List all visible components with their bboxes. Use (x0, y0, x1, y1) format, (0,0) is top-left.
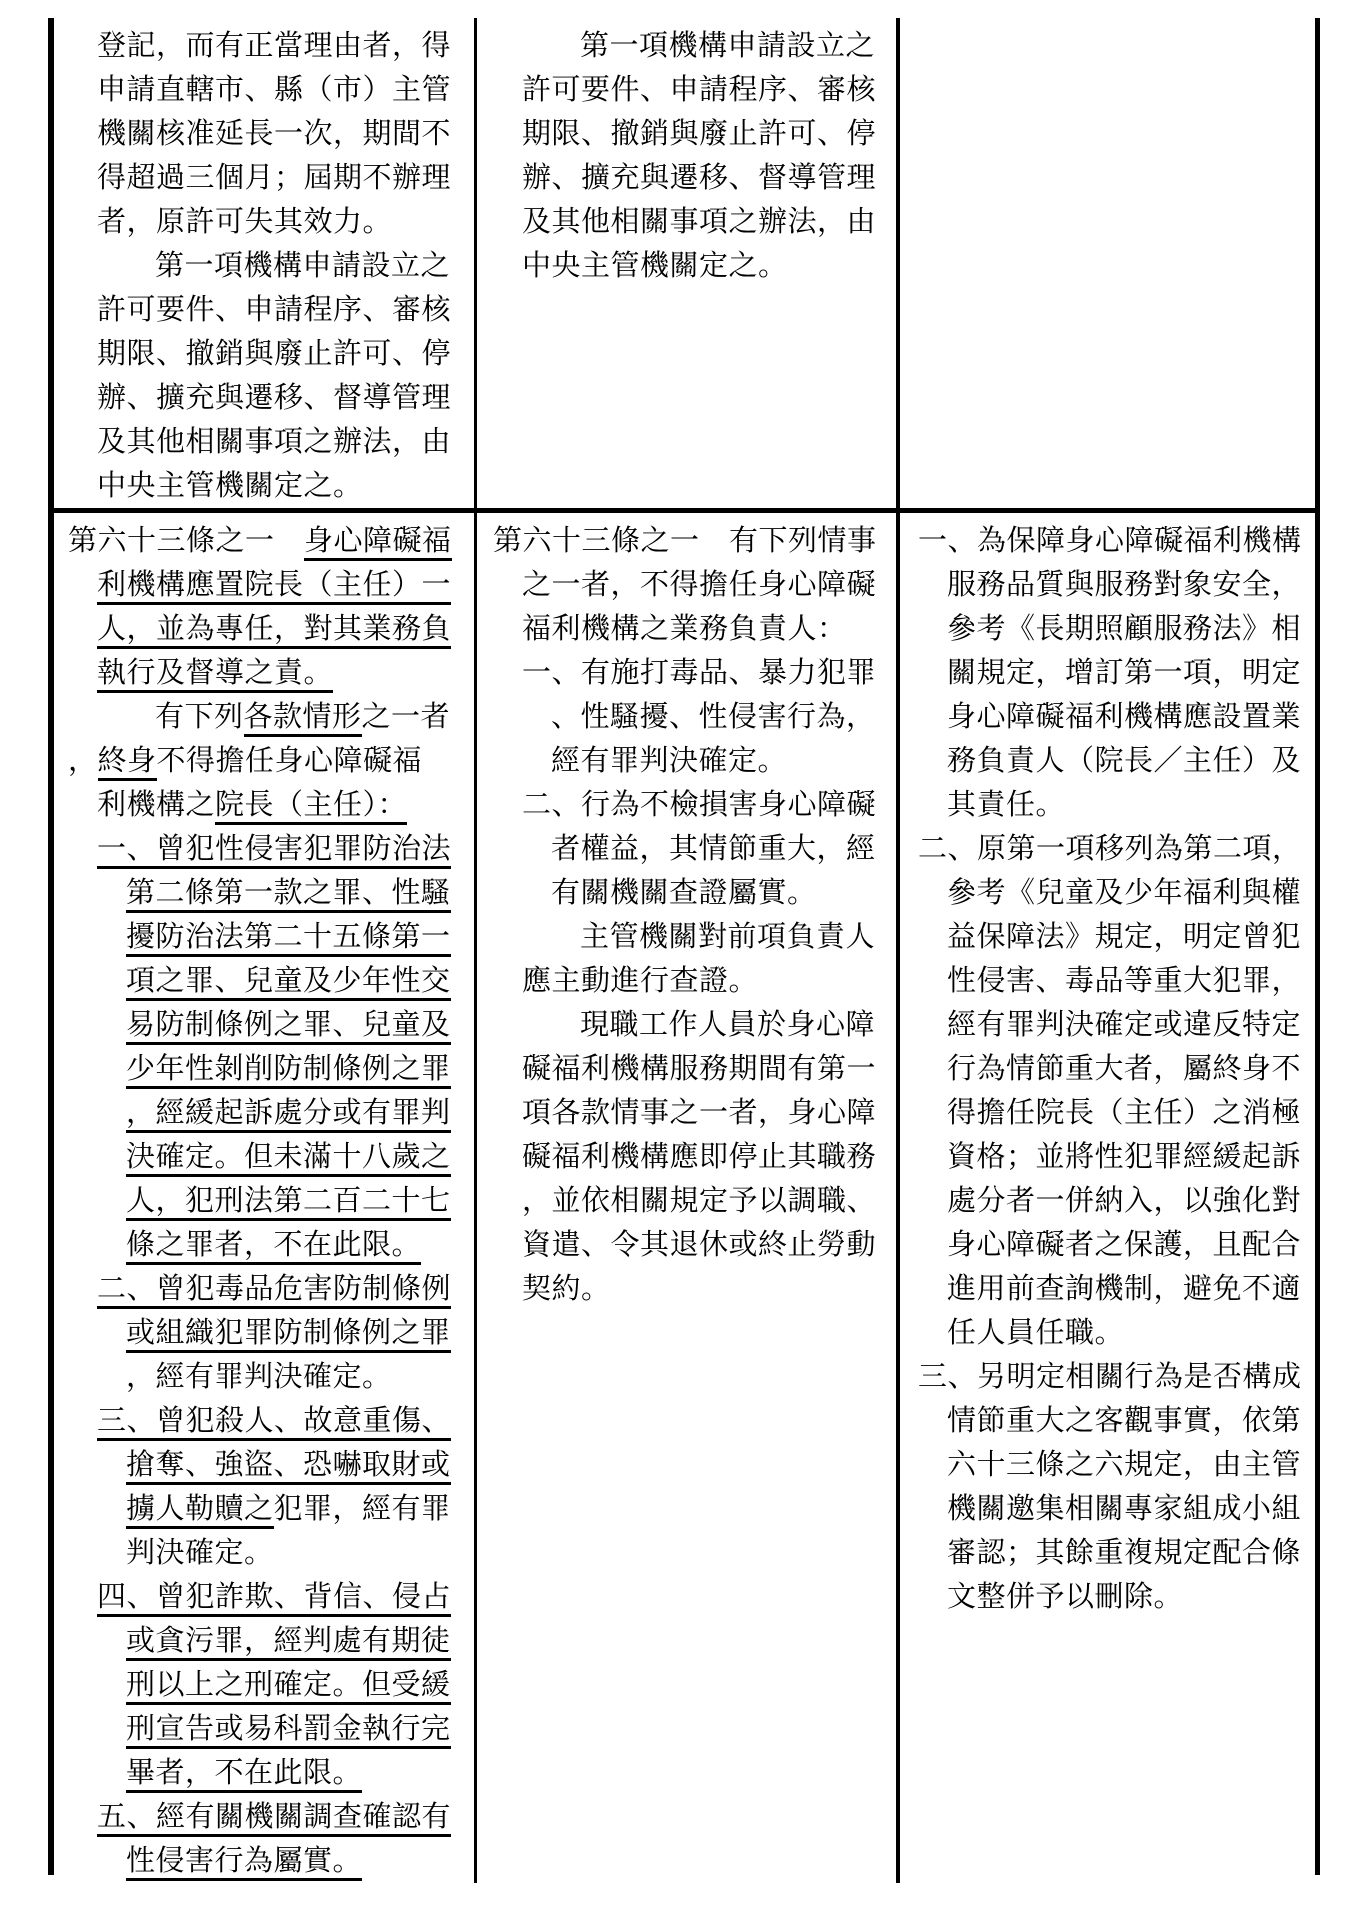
text-line (68, 24, 466, 68)
text-line (918, 783, 1307, 827)
inserted-underlined-text: 畢者，不在此限。 (126, 1757, 362, 1793)
inserted-underlined-text: 一、曾犯性侵害犯罪防治法 (97, 833, 451, 869)
text-segment: 身心障礙福利機構應設置業 (947, 701, 1302, 733)
text-segment: 利機構之 (97, 789, 216, 821)
inserted-underlined-text: 四、曾犯詐欺、背信、侵占 (97, 1581, 451, 1617)
text-segment: 中央主管機關定之。 (522, 250, 788, 282)
text-segment: 有關機關查證屬實。 (551, 877, 817, 909)
text-line (493, 827, 888, 871)
inserted-underlined-text: 三、曾犯殺人、故意重傷、 (97, 1405, 451, 1441)
inserted-underlined-text: 各款情形 (244, 701, 362, 737)
text-segment: 礙福利機構應即停止其職務 (522, 1141, 877, 1173)
text-segment: 第一項機構申請設立之 (580, 30, 876, 62)
inserted-underlined-text: 易防制條例之罪、兒童及 (126, 1009, 451, 1045)
text-segment: 者權益，其情節重大，經 (551, 833, 876, 865)
text-line (68, 420, 466, 464)
text-segment: 三、另明定相關行為是否構成 (918, 1361, 1302, 1393)
text-line (918, 651, 1307, 695)
inserted-underlined-text: 性侵害行為屬實。 (126, 1845, 362, 1881)
text-segment: 之一者，不得擔任身心障礙 (522, 569, 877, 601)
text-line (493, 156, 888, 200)
text-line (493, 1091, 888, 1135)
text-line (493, 871, 888, 915)
inserted-underlined-text: 利機構應置院長（主任）一 (97, 569, 451, 605)
text-line (918, 1311, 1307, 1355)
text-segment: 二、行為不檢損害身心障礙 (522, 789, 877, 821)
text-segment: 服務品質與服務對象安全， (947, 569, 1302, 601)
text-segment: 資格；並將性犯罪經緩起訴 (947, 1141, 1302, 1173)
text-segment: 性侵害、毒品等重大犯罪， (947, 965, 1302, 997)
text-segment: 主管機關對前項負責人 (580, 921, 876, 953)
text-line (918, 827, 1307, 871)
text-segment: 、性騷擾、性侵害行為， (551, 701, 876, 733)
text-line (918, 1531, 1307, 1575)
text-segment: 之一者 (361, 701, 451, 733)
text-line (68, 1267, 466, 1311)
text-line (493, 244, 888, 288)
text-line (918, 1047, 1307, 1091)
text-line (493, 24, 888, 68)
text-line (918, 1003, 1307, 1047)
text-line (68, 464, 466, 508)
text-line (918, 959, 1307, 1003)
inserted-underlined-text: 少年性剝削防制條例之罪 (126, 1053, 451, 1089)
text-line (918, 1443, 1307, 1487)
text-line (493, 1047, 888, 1091)
text-segment: 參考《長期照顧服務法》相 (947, 613, 1302, 645)
text-segment: 益保障法》規定，明定曾犯 (947, 921, 1302, 953)
text-segment: 判決確定。 (126, 1537, 274, 1569)
inserted-underlined-text: 身心障礙福 (304, 525, 452, 561)
text-line (918, 1091, 1307, 1135)
text-segment: 第六十三條之一 (68, 525, 305, 557)
text-segment: 應主動進行查證。 (522, 965, 759, 997)
text-line (493, 519, 888, 563)
text-segment: 期限、撤銷與廢止許可、停 (97, 338, 452, 370)
text-line (68, 519, 466, 563)
text-segment: 行為情節重大者，屬終身不 (947, 1053, 1302, 1085)
inserted-underlined-text: 刑以上之刑確定。但受緩 (126, 1669, 451, 1705)
text-line (918, 1355, 1307, 1399)
text-segment: 辦、擴充與遷移、督導管理 (522, 162, 877, 194)
text-line (68, 1047, 466, 1091)
text-line (68, 739, 466, 783)
text-segment: 現職工作人員於身心障 (580, 1009, 876, 1041)
text-line (918, 1399, 1307, 1443)
inserted-underlined-text: 項之罪、兒童及少年性交 (126, 965, 451, 1001)
text-line (68, 1091, 466, 1135)
text-segment: 進用前查詢機制，避免不適 (947, 1273, 1302, 1305)
text-line (68, 1399, 466, 1443)
text-segment: 犯罪，經有罪 (273, 1493, 451, 1525)
text-line (918, 915, 1307, 959)
text-line (493, 68, 888, 112)
text-segment: 二、原第一項移列為第二項， (918, 833, 1302, 865)
text-segment: 身心障礙者之保護，且配合 (947, 1229, 1302, 1261)
text-line (918, 1575, 1307, 1619)
text-line (68, 376, 466, 420)
text-line (493, 695, 888, 739)
inserted-underlined-text: 五、經有關機關調查確認有 (97, 1801, 451, 1837)
text-line (68, 332, 466, 376)
text-line (493, 783, 888, 827)
explanation-cell (900, 18, 1315, 508)
text-line (68, 1707, 466, 1751)
inserted-underlined-text: 第二條第一款之罪、性騷 (126, 877, 451, 913)
table-row-continued-article (54, 18, 1315, 513)
text-line (918, 695, 1307, 739)
text-segment: 有下列 (155, 701, 244, 733)
text-line (493, 1179, 888, 1223)
text-segment: 許可要件、申請程序、審核 (97, 294, 452, 326)
amended-provision-cell (54, 513, 477, 1883)
text-segment: ，經有罪判決確定。 (126, 1361, 392, 1393)
text-segment: 關規定，增訂第一項，明定 (947, 657, 1302, 689)
text-line (68, 156, 466, 200)
inserted-underlined-text: ，經緩起訴處分或有罪判 (126, 1097, 451, 1133)
inserted-underlined-text: 院長（主任）： (215, 789, 407, 825)
text-line (68, 1487, 466, 1531)
text-segment: 一、為保障身心障礙福利機構 (918, 525, 1302, 557)
text-segment: 得超過三個月；屆期不辦理 (97, 162, 452, 194)
text-line (493, 1223, 888, 1267)
text-line (493, 563, 888, 607)
text-line (68, 651, 466, 695)
text-segment: 情節重大之客觀事實，依第 (947, 1405, 1302, 1437)
text-segment: 礙福利機構服務期間有第一 (522, 1053, 877, 1085)
text-segment: 契約。 (522, 1273, 611, 1305)
text-line (68, 1663, 466, 1707)
inserted-underlined-text: 擾防治法第二十五條第一 (126, 921, 451, 957)
amended-provision-cell (54, 18, 477, 508)
text-line (493, 200, 888, 244)
text-line (918, 739, 1307, 783)
text-line (918, 1223, 1307, 1267)
text-line (493, 651, 888, 695)
text-line (68, 1795, 466, 1839)
text-line (68, 959, 466, 1003)
text-line (493, 112, 888, 156)
text-line (918, 1487, 1307, 1531)
text-segment: 期限、撤銷與廢止許可、停 (522, 118, 877, 150)
text-segment: 任人員任職。 (947, 1317, 1125, 1349)
text-line (68, 1839, 466, 1883)
text-segment: ，並依相關規定予以調職、 (522, 1185, 877, 1217)
text-line (68, 112, 466, 156)
text-segment: ， (68, 745, 98, 777)
text-line (68, 1135, 466, 1179)
text-line (68, 1003, 466, 1047)
table-row-article-63-1 (54, 513, 1315, 1883)
text-line (68, 1531, 466, 1575)
text-line (918, 607, 1307, 651)
explanation-cell (900, 513, 1315, 1883)
text-segment: 機關核准延長一次，期間不 (97, 118, 452, 150)
text-line (918, 871, 1307, 915)
text-line (493, 1267, 888, 1311)
inserted-underlined-text: 人，並為專任，對其業務負 (97, 613, 451, 649)
law-comparison-table (48, 18, 1320, 1875)
text-segment: 參考《兒童及少年福利與權 (947, 877, 1302, 909)
current-provision-cell (477, 18, 900, 508)
text-segment: 辦、擴充與遷移、督導管理 (97, 382, 452, 414)
text-segment: 不得擔任身心障礙福 (156, 745, 423, 777)
inserted-underlined-text: 或組織犯罪防制條例之罪 (126, 1317, 451, 1353)
text-line (68, 915, 466, 959)
text-segment: 登記，而有正當理由者，得 (97, 30, 452, 62)
text-segment: 中央主管機關定之。 (97, 470, 363, 502)
inserted-underlined-text: 條之罪者，不在此限。 (126, 1229, 421, 1265)
text-line (493, 959, 888, 1003)
inserted-underlined-text: 刑宣告或易科罰金執行完 (126, 1713, 451, 1749)
text-segment: 項各款情事之一者，身心障 (522, 1097, 877, 1129)
text-line (918, 1267, 1307, 1311)
text-line (493, 1135, 888, 1179)
text-line (68, 871, 466, 915)
text-line (68, 783, 466, 827)
text-segment: 及其他相關事項之辦法，由 (97, 426, 452, 458)
text-segment: 審認；其餘重複規定配合條 (947, 1537, 1302, 1569)
inserted-underlined-text: 終身 (98, 745, 157, 781)
text-line (68, 1311, 466, 1355)
text-line (918, 1135, 1307, 1179)
inserted-underlined-text: 執行及督導之責。 (97, 657, 333, 693)
text-segment: 福利機構之業務負責人： (522, 613, 847, 645)
text-line (68, 827, 466, 871)
text-segment: 資遣、令其退休或終止勞動 (522, 1229, 877, 1261)
text-line (68, 1575, 466, 1619)
text-segment: 六十三條之六規定，由主管 (947, 1449, 1302, 1481)
text-line (68, 1751, 466, 1795)
current-provision-cell (477, 513, 900, 1883)
text-line (68, 607, 466, 651)
text-line (68, 200, 466, 244)
text-line (68, 68, 466, 112)
inserted-underlined-text: 人，犯刑法第二百二十七 (126, 1185, 451, 1221)
text-segment: 申請直轄市、縣（市）主管 (97, 74, 452, 106)
text-segment: 其責任。 (947, 789, 1066, 821)
text-line (918, 519, 1307, 563)
text-line (68, 244, 466, 288)
text-line (68, 563, 466, 607)
text-line (68, 1355, 466, 1399)
text-line (493, 739, 888, 783)
text-segment: 文整併予以刪除。 (947, 1581, 1184, 1613)
text-segment: 經有罪判決確定。 (551, 745, 788, 777)
text-line (493, 607, 888, 651)
inserted-underlined-text: 二、曾犯毒品危害防制條例 (97, 1273, 451, 1309)
text-segment: 第一項機構申請設立之 (155, 250, 451, 282)
inserted-underlined-text: 搶奪、強盜、恐嚇取財或 (126, 1449, 451, 1485)
text-segment: 第六十三條之一 有下列情事 (493, 525, 877, 557)
text-line (68, 695, 466, 739)
text-segment: 許可要件、申請程序、審核 (522, 74, 877, 106)
text-segment: 機關邀集相關專家組成小組 (947, 1493, 1302, 1525)
text-line (68, 1179, 466, 1223)
text-line (918, 563, 1307, 607)
text-line (68, 1619, 466, 1663)
text-line (493, 1003, 888, 1047)
text-segment: 處分者一併納入，以強化對 (947, 1185, 1302, 1217)
inserted-underlined-text: 擄人勒贖之 (126, 1493, 274, 1529)
text-segment: 得擔任院長（主任）之消極 (947, 1097, 1302, 1129)
text-line (918, 1179, 1307, 1223)
inserted-underlined-text: 或貪污罪，經判處有期徒 (126, 1625, 451, 1661)
text-segment: 務負責人（院長／主任）及 (947, 745, 1302, 777)
text-line (68, 288, 466, 332)
inserted-underlined-text: 決確定。但未滿十八歲之 (126, 1141, 451, 1177)
text-segment: 經有罪判決確定或違反特定 (947, 1009, 1302, 1041)
text-line (68, 1223, 466, 1267)
text-segment: 一、有施打毒品、暴力犯罪 (522, 657, 877, 689)
text-line (68, 1443, 466, 1487)
text-line (493, 915, 888, 959)
text-segment: 及其他相關事項之辦法，由 (522, 206, 877, 238)
text-segment: 者，原許可失其效力。 (97, 206, 393, 238)
